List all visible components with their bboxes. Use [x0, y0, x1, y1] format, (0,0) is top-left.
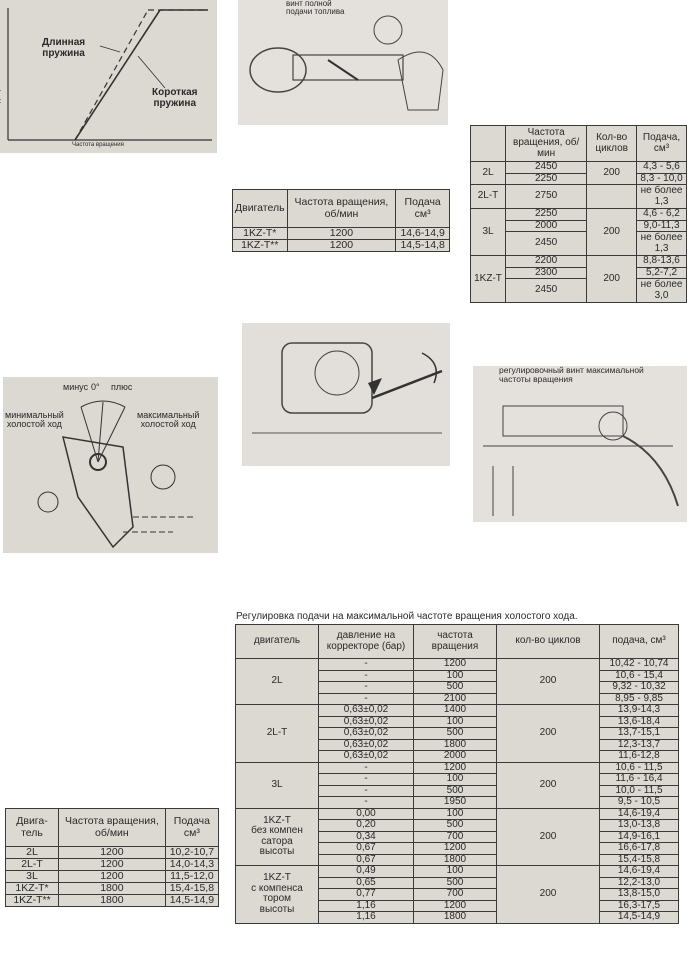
zero-label: 0°: [91, 382, 100, 392]
table-cell: 8,95 - 9,85: [600, 693, 679, 705]
table-cell: 12,2-13,0: [600, 877, 679, 889]
table-cell: 100: [414, 808, 497, 820]
max-speed-caption: регулировочный винт максимальной частоты вращения: [499, 365, 644, 384]
table-cell: 0,63±0,02: [319, 728, 414, 740]
table-cell: 1KZ-T с компенса тором высоты: [236, 866, 319, 924]
table-cell: 100: [414, 716, 497, 728]
table-cell: -: [319, 774, 414, 786]
photo-pump-adjust-illustration: [242, 323, 450, 466]
fuel-screw-caption: винт полной подачи топлива: [286, 0, 345, 17]
table-cell: -: [319, 785, 414, 797]
table-cell: 1800: [414, 739, 497, 751]
table-cell: 1200: [287, 228, 396, 240]
table-cell: 1400: [414, 705, 497, 717]
t2-header-engine: [471, 126, 506, 162]
table-cell: 700: [414, 889, 497, 901]
table-cell: 2L-T: [6, 859, 59, 871]
table-cell: 1800: [414, 912, 497, 924]
table-cell: 14,9-16,1: [600, 831, 679, 843]
t3-header-rpm: частота вращения: [414, 625, 497, 659]
long-spring-label: Длинная пружина: [42, 37, 86, 59]
t2-header-rpm: Частота вращения, об/мин: [506, 126, 587, 162]
minus-label: минус: [63, 382, 89, 392]
t4-header-rpm: Частота вращения, об/мин: [59, 809, 166, 847]
photo-max-speed-screw: [473, 366, 687, 522]
table-cell: 2450: [506, 279, 587, 303]
table-cell: 14,5-14,8: [396, 240, 450, 252]
table-cell: 2000: [506, 220, 587, 232]
table-cell: 14,6-19,4: [600, 866, 679, 878]
table-cell: 5,2-7,2: [637, 267, 687, 279]
table-row: [6, 895, 219, 907]
table-row: [471, 209, 687, 221]
t2-header-cycles: Кол-во циклов: [587, 126, 637, 162]
table-cell: 15,4-15,8: [165, 883, 218, 895]
table-cell: 11,6-12,8: [600, 751, 679, 763]
table-cell: 13,6-18,4: [600, 716, 679, 728]
table-cell: 0,77: [319, 889, 414, 901]
table-cell: 10,2-10,7: [165, 847, 218, 859]
t2-header-delivery: Подача, см³: [637, 126, 687, 162]
table-cell: -: [319, 682, 414, 694]
table-cell: 1200: [414, 843, 497, 855]
table-cell: 100: [414, 866, 497, 878]
table-cell: 13,8-15,0: [600, 889, 679, 901]
t1-header-delivery: Подача см³: [396, 190, 450, 228]
table-cell: 200: [497, 762, 600, 808]
table-cell: -: [319, 670, 414, 682]
table-cell: не более 1,3: [637, 185, 687, 209]
table-cell: 14,0-14,3: [165, 859, 218, 871]
table-cell: 500: [414, 785, 497, 797]
table-cell: 700: [414, 831, 497, 843]
table-cell: 1950: [414, 797, 497, 809]
table-cell: 14,5-14,9: [600, 912, 679, 924]
table-row: [471, 162, 687, 174]
max-idle-label: максимальный холостой ход: [137, 410, 200, 430]
table-cell: 10,6 - 11,5: [600, 762, 679, 774]
table-cell: 1,16: [319, 900, 414, 912]
table-row: [6, 871, 219, 883]
table-cell: 3L: [471, 209, 506, 256]
table-cell: 9,5 - 10,5: [600, 797, 679, 809]
table-cell: 0,49: [319, 866, 414, 878]
table-row: [6, 859, 219, 871]
table-cell: 1800: [59, 883, 166, 895]
table-cell: 1200: [59, 859, 166, 871]
table-cell: 16,6-17,8: [600, 843, 679, 855]
table-cell: -: [319, 693, 414, 705]
t3-header-delivery: подача, см³: [600, 625, 679, 659]
t3-header-cycles: кол-во циклов: [497, 625, 600, 659]
min-idle-label: минимальный холостой ход: [5, 410, 64, 430]
spring-graph: [0, 0, 217, 153]
x-axis-label: Частота вращения: [72, 142, 124, 148]
table-cell: 1200: [414, 900, 497, 912]
idle-adjust-drawing: [3, 377, 218, 553]
table-row: [6, 847, 219, 859]
table-cell: 2000: [414, 751, 497, 763]
table-cell: 0,63±0,02: [319, 705, 414, 717]
table-cell: 11,6 - 16,4: [600, 774, 679, 786]
table-cell: -: [319, 797, 414, 809]
table-cell: 1KZ-T*: [233, 228, 288, 240]
table-cell: 2450: [506, 162, 587, 174]
table-cell: 2L-T: [236, 705, 319, 763]
table-cell: 2L-T: [471, 185, 506, 209]
table-cell: 1800: [59, 895, 166, 907]
table-max-idle-delivery: [235, 624, 679, 924]
table-cell: 1KZ-T без компен сатора высоты: [236, 808, 319, 866]
table-cell: 14,6-19,4: [600, 808, 679, 820]
table-row: [471, 256, 687, 268]
spring-graph-lines: [0, 0, 217, 153]
table-cell: 200: [587, 209, 637, 256]
table-cell: 2200: [506, 256, 587, 268]
table-cell: 13,9-14,3: [600, 705, 679, 717]
table-cell: 2L: [6, 847, 59, 859]
table-cell: 2L: [471, 162, 506, 185]
table-row: [233, 228, 450, 240]
idle-adjust-diagram: [3, 377, 218, 553]
t3-header-pressure: давление на корректоре (бар): [319, 625, 414, 659]
table-cell: 0,67: [319, 843, 414, 855]
table-cell: 1KZ-T**: [6, 895, 59, 907]
table-cell: 200: [497, 866, 600, 924]
table-cell: не более 1,3: [637, 232, 687, 256]
table-cell: 10,6 - 15,4: [600, 670, 679, 682]
table-row: [236, 808, 679, 820]
table-cell: 200: [497, 808, 600, 866]
y-axis-label: [0, 76, 2, 110]
table-cell: 4,3 - 5,6: [637, 162, 687, 174]
table-cell: 2250: [506, 173, 587, 185]
table-cell: 9,32 - 10,32: [600, 682, 679, 694]
table-cell: 2750: [506, 185, 587, 209]
t4-header-engine: Двига-тель: [6, 809, 59, 847]
t1-header-rpm: Частота вращения, об/мин: [287, 190, 396, 228]
table-cell: 0,34: [319, 831, 414, 843]
table-cell: [587, 185, 637, 209]
table-row: [471, 185, 687, 209]
table-cell: 1KZ-T*: [6, 883, 59, 895]
table-cell: 10,0 - 11,5: [600, 785, 679, 797]
table-cell: 1800: [414, 854, 497, 866]
table-cell: 9,0-11,3: [637, 220, 687, 232]
table-cell: 2100: [414, 693, 497, 705]
table-cell: 14,5-14,9: [165, 895, 218, 907]
table-cell: 0,20: [319, 820, 414, 832]
table-cell: 10,42 - 10,74: [600, 659, 679, 671]
table-fuel-delivery-1kz: [232, 189, 450, 252]
table-cell: 1200: [59, 847, 166, 859]
table-cell: 12,3-13,7: [600, 739, 679, 751]
table-cell: 13,0-13,8: [600, 820, 679, 832]
photo-fuel-screw-illustration: [238, 0, 448, 125]
table-cell: 3L: [6, 871, 59, 883]
photo-pump-adjust: [242, 323, 450, 466]
table-cell: 11,5-12,0: [165, 871, 218, 883]
t4-header-delivery: Подача см³: [165, 809, 218, 847]
table-cell: 0,65: [319, 877, 414, 889]
table-cell: 0,67: [319, 854, 414, 866]
table-cell: 500: [414, 682, 497, 694]
table-row: [6, 883, 219, 895]
table-cell: 3L: [236, 762, 319, 808]
table-cell: 14,6-14,9: [396, 228, 450, 240]
table-row: [236, 866, 679, 878]
table-cell: 500: [414, 728, 497, 740]
table-cell: 200: [587, 256, 637, 303]
table-cell: 2250: [506, 209, 587, 221]
table-cell: -: [319, 762, 414, 774]
table-cell: -: [319, 659, 414, 671]
table-fuel-delivery-engines: [5, 808, 219, 907]
table-fuel-delivery-cycles: [470, 125, 687, 303]
table-cell: 1,16: [319, 912, 414, 924]
table-cell: 1200: [287, 240, 396, 252]
table3-title: Регулировка подачи на максимальной частоте вращения холостого хода.: [236, 611, 578, 622]
table-cell: 2L: [236, 659, 319, 705]
table-cell: не более 3,0: [637, 279, 687, 303]
short-spring-label: Короткая пружина: [152, 87, 198, 109]
table-cell: 200: [497, 705, 600, 763]
table-row: [236, 705, 679, 717]
table-cell: 4,6 - 6,2: [637, 209, 687, 221]
table-row: [236, 659, 679, 671]
photo-fuel-screw: [238, 0, 448, 125]
table-cell: 1KZ-T**: [233, 240, 288, 252]
t3-header-engine: двигатель: [236, 625, 319, 659]
table-cell: 2450: [506, 232, 587, 256]
t1-header-engine: Двигатель: [233, 190, 288, 228]
table-cell: 200: [497, 659, 600, 705]
table-cell: 200: [587, 162, 637, 185]
table-cell: 8,8-13,6: [637, 256, 687, 268]
table-cell: 1200: [59, 871, 166, 883]
table-cell: 13,7-15,1: [600, 728, 679, 740]
table-cell: 8,3 - 10,0: [637, 173, 687, 185]
table-cell: 0,00: [319, 808, 414, 820]
table-cell: 2300: [506, 267, 587, 279]
table-cell: 16,3-17,5: [600, 900, 679, 912]
table-cell: 0,63±0,02: [319, 739, 414, 751]
photo-max-speed-illustration: [473, 366, 687, 522]
table-cell: 1200: [414, 762, 497, 774]
table-cell: 500: [414, 820, 497, 832]
table-row: [233, 240, 450, 252]
table-row: [236, 762, 679, 774]
table-cell: 100: [414, 774, 497, 786]
table-cell: 100: [414, 670, 497, 682]
table-cell: 0,63±0,02: [319, 751, 414, 763]
table-cell: 1KZ-T: [471, 256, 506, 303]
table-cell: 15,4-15,8: [600, 854, 679, 866]
plus-label: плюс: [111, 382, 133, 392]
table-cell: 500: [414, 877, 497, 889]
table-cell: 1200: [414, 659, 497, 671]
table-cell: 0,63±0,02: [319, 716, 414, 728]
